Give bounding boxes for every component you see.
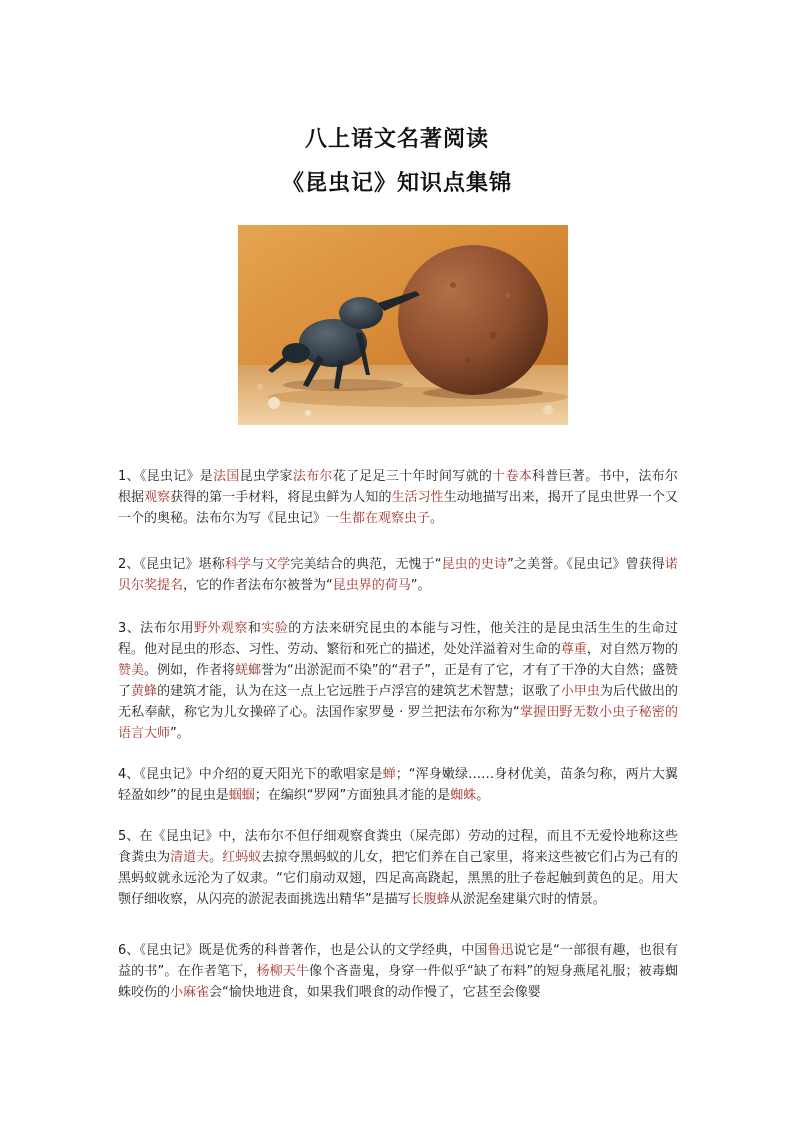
highlighted-term: 蜣螂 — [235, 663, 262, 678]
highlighted-term: 红蚂蚁 — [222, 850, 262, 865]
paragraph-4 — [118, 764, 678, 806]
paragraph-text: 的建筑才能，认为在这一点上它远胜于卢浮宫的建筑艺术智慧；讴歌了 — [157, 684, 561, 699]
highlighted-term: 昆虫界的荷马 — [332, 578, 411, 593]
highlighted-term: 野外观察 — [194, 621, 248, 636]
paragraph-text: 从淤泥垒建巢穴时的情景。 — [449, 892, 606, 907]
paragraph-1 — [118, 466, 678, 529]
paragraph-text: 4、《昆虫记》中介绍的夏天阳光下的歌唱家是 — [118, 767, 383, 782]
highlighted-term: 蝈蝈 — [228, 788, 255, 803]
highlighted-term: 蜘蛛 — [450, 788, 477, 803]
highlighted-term: 鲁迅 — [487, 943, 514, 958]
highlighted-term: 黄蜂 — [131, 684, 158, 699]
dung-beetle-photo — [238, 225, 568, 425]
highlighted-term: 长腹蜂 — [410, 892, 450, 907]
highlighted-term: 小麻雀 — [170, 985, 210, 1000]
paragraph-text: 获得的第一手材料，将昆虫鲜为人知的 — [170, 490, 392, 505]
highlighted-term: 十卷本 — [492, 469, 533, 484]
paragraph-text: 5、在《昆虫记》中，法布尔不但仔细观察食粪虫（屎壳郎）劳动的过程，而且不无爱怜地称这些食粪虫为 — [118, 829, 678, 865]
paragraph-text: 的方法来研究昆虫的本能与习性，他关注的是昆虫活生生的生命过程。他对昆虫的形态、习性、劳动、繁衍和死亡的描述，处处洋溢着对生命的 — [118, 621, 678, 657]
paragraph-text: 和 — [247, 621, 262, 636]
paragraph-text: ”之美誉。《昆虫记》曾获得 — [507, 557, 665, 572]
paragraph-text: 科普巨著。书中，法布尔根据 — [118, 469, 678, 505]
paragraph-text: 6、《昆虫记》既是优秀的科普著作，也是公认的文学经典，中国 — [118, 943, 488, 958]
highlighted-term: 一生都在观察虫子 — [326, 511, 431, 526]
paragraph-text: 与 — [251, 557, 265, 572]
paragraph-text: 1、《昆虫记》是 — [118, 469, 214, 484]
highlighted-term: 昆虫的史诗 — [441, 557, 508, 572]
highlighted-term: 诺贝尔奖提名 — [118, 557, 678, 593]
paragraph-text: 。 — [476, 788, 490, 803]
highlighted-term: 法布尔 — [292, 469, 333, 484]
highlighted-term: 清道夫 — [170, 850, 210, 865]
paragraph-text: 昆虫学家 — [239, 469, 293, 484]
highlighted-term: 文学 — [264, 557, 291, 572]
paragraph-text: 誉为“出淤泥而不染”的“君子”，正是有了它，才有了干净的大自然；盛赞了 — [118, 663, 678, 699]
paragraph-6 — [118, 940, 678, 1003]
paragraph-text: 说它是“一部很有趣，也很有益的书”。在作者笔下， — [118, 943, 678, 979]
paragraph-text: ”。 — [410, 578, 431, 593]
highlighted-term: 实验 — [261, 621, 289, 636]
document-title: 八上语文名著阅读 — [304, 126, 489, 152]
highlighted-term: 小甲虫 — [560, 684, 600, 699]
paragraph-2 — [118, 554, 678, 596]
paragraph-text: 3、法布尔用 — [118, 621, 195, 636]
paragraph-text: 2、《昆虫记》堪称 — [118, 557, 225, 572]
highlighted-term: 生活习性 — [391, 490, 444, 505]
paragraph-text: ”。 — [170, 726, 190, 741]
document-subtitle: 《昆虫记》知识点集锦 — [281, 170, 512, 196]
highlighted-term: 掌握田野无数小虫子秘密的语言大师 — [118, 705, 678, 741]
paragraph-3 — [118, 618, 678, 744]
paragraph-text: 。 — [209, 850, 223, 865]
highlighted-term: 法国 — [213, 469, 240, 484]
paragraph-text: 会“愉快地进食，如果我们喂食的动作慢了，它甚至会像婴 — [209, 985, 541, 1000]
paragraph-text: ，它的作者法布尔被誉为“ — [183, 578, 333, 593]
paragraph-text: ；“浑身嫩绿……身材优美，苗条匀称，两片大翼轻盈如纱”的昆虫是 — [118, 767, 678, 803]
highlighted-term: 赞美 — [118, 663, 145, 678]
highlighted-term: 科学 — [224, 557, 252, 572]
paragraph-text: 生动地描写出来，揭开了昆虫世界一个又一个的奥秘。法布尔为写《昆虫记》 — [118, 490, 678, 526]
paragraph-text: 像个吝啬鬼，身穿一件似乎“缺了布料”的短身燕尾礼服；被毒蜘蛛咬伤的 — [118, 964, 678, 1000]
paragraph-text: 去掠夺黑蚂蚁的儿女，把它们养在自己家里，将来这些被它们占为己有的黑蚂蚁就永远沦为了奴隶。“它们扇动双翅，四足高高跷起，黑黑的肚子卷起触到黄色的足。用大颚仔细收察，从闪亮的淤泥表面挑选出精华”是描写 — [118, 850, 678, 907]
paragraph-text: 为后代做出的无私奉献，称它为儿女操碎了心。法国作家罗曼 · 罗兰把法布尔称为“ — [118, 684, 678, 720]
highlighted-term: 蝉 — [382, 767, 396, 782]
highlighted-term: 杨柳天牛 — [256, 964, 310, 979]
highlighted-term: 尊重 — [560, 642, 587, 657]
paragraph-text: 完美结合的典范，无愧于“ — [290, 557, 442, 572]
paragraph-5 — [118, 826, 678, 910]
paragraph-text: 。例如，作者将 — [144, 663, 236, 678]
paragraph-text: 。 — [430, 511, 444, 526]
paragraph-text: ；在编织“罗网”方面独具才能的是 — [254, 788, 451, 803]
paragraph-text: 花了足足三十年时间写就的 — [332, 469, 493, 484]
highlighted-term: 观察 — [144, 490, 171, 505]
paragraph-text: ，对自然万物的 — [586, 642, 678, 657]
